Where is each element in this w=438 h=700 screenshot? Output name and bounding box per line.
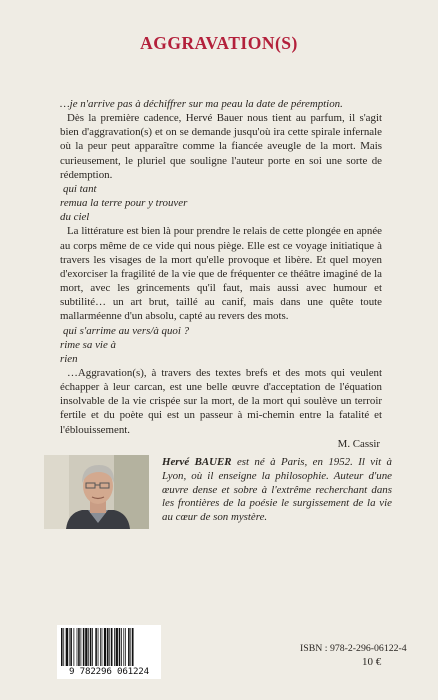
poem-line: remua la terre pour y trouver bbox=[60, 197, 188, 210]
back-cover-text bbox=[60, 97, 382, 451]
paragraph-3: …Aggravation(s), à travers des textes brefs et des mots qui veulent échapper à leur carcan, est une belle œuvre d'acceptation de l'équation insolvable de la vie crispée sur la mort, de la mort qui soulève un terroir fertile et du poète qui est un passeur à mi-chemin entre la fatalité et l'éblouissement. bbox=[60, 366, 382, 436]
poem-line: qui tant bbox=[63, 182, 97, 195]
book-title: AGGRAVATION(S) bbox=[140, 33, 298, 53]
author-bio bbox=[162, 456, 392, 525]
poem-line: rime sa vie à bbox=[60, 338, 116, 351]
paragraph-2: La littérature est bien là pour prendre le relais de cette plongée en apnée au corps même de ce vide qui nous piège. Elle est ce voyage initiatique à travers les visages de la mort qu'elle provoque et libère. Et quel moyen d'exorciser la fragilité de la vie que de fréquenter ce théâtre imaginé de la mort, avec les grincements qu'il faut, mais aussi avec humour et subtilité… un art brut, taillé au canif, mais dans une quête toute mallarméenne d'un absolu, capté au revers des mots. bbox=[60, 225, 382, 323]
signature: M. Cassir bbox=[337, 437, 380, 450]
poem-line: qui s'arrime au vers/à quoi ? bbox=[63, 324, 190, 337]
poem-line: rien bbox=[60, 352, 78, 365]
author-bio-text: est né à Paris, en 1952. Il vit à Lyon, où il enseigne la philosophie. Auteur d'une œuvre dense et sobre à l'extrême recherchant dans les frontières de la poésie le surgissement de la vie au cœur de son mystère. bbox=[162, 456, 392, 524]
barcode bbox=[57, 625, 161, 679]
author-photo bbox=[44, 455, 149, 529]
price: 10 € bbox=[362, 656, 382, 668]
poem-line: du ciel bbox=[60, 211, 90, 224]
poem-excerpt-1 bbox=[60, 182, 382, 224]
paragraph-1: Dès la première cadence, Hervé Bauer nous tient au parfum, il s'agit bien d'aggravation(s) et on se demande jusqu'où ira cette spirale infernale où la peur peut apparaître comme la fiancée aveugle de la mort. Mais curieusement, le pluriel que souligne l'auteur porte en soi une sorte de rédemption. bbox=[60, 112, 382, 181]
barcode-digits: 9 782296 061224 bbox=[69, 666, 149, 677]
intro-quote: …je n'arrive pas à déchiffrer sur ma peau la date de péremption. bbox=[60, 98, 343, 110]
poem-excerpt-2 bbox=[60, 324, 382, 366]
author-name: Hervé BAUER bbox=[162, 456, 232, 468]
barcode-bars bbox=[61, 628, 157, 666]
isbn: ISBN : 978-2-296-06122-4 bbox=[300, 643, 407, 654]
